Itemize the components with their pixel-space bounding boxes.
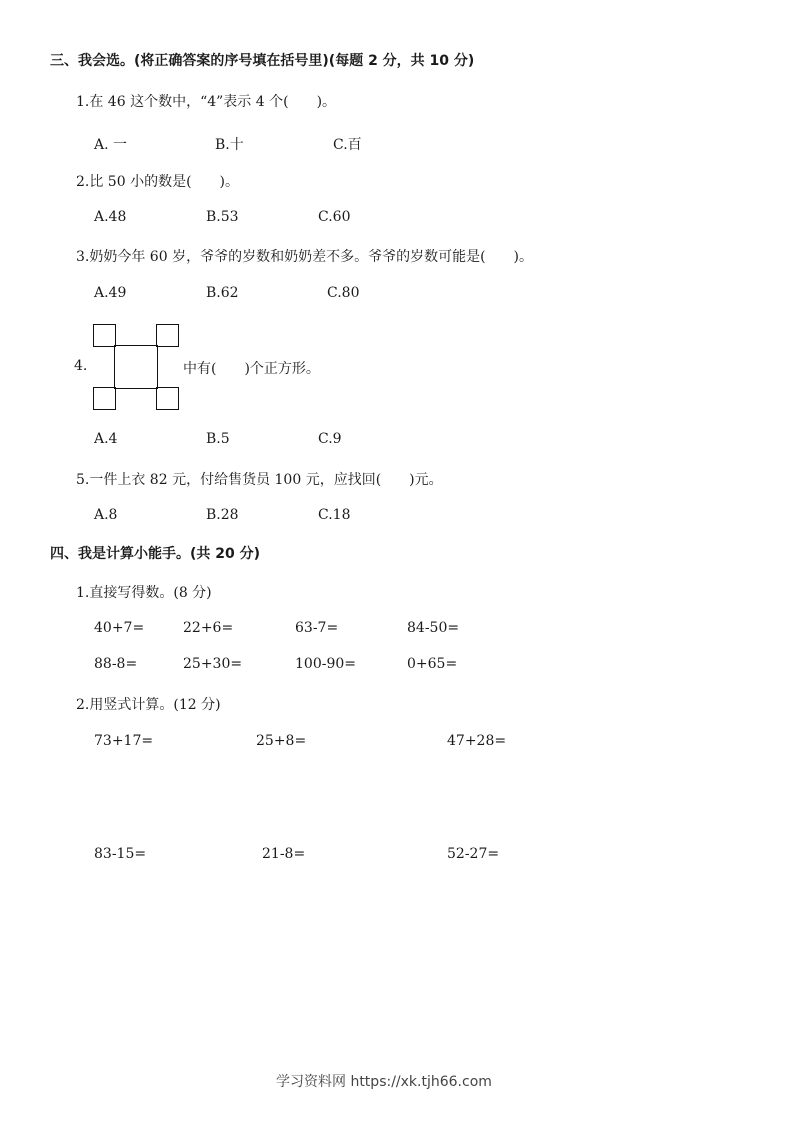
question-3-text: 3.奶奶今年 60 岁，爷爷的岁数和奶奶差不多。爷爷的岁数可能是( )。 xyxy=(76,249,533,265)
q2-option-a: A.48 xyxy=(94,209,127,225)
mental-math-item: 100-90= xyxy=(295,656,356,672)
mental-math-item: 88-8= xyxy=(94,656,138,672)
q1-option-c: C.百 xyxy=(333,137,362,153)
question-4-text: 中有( )个正方形。 xyxy=(183,361,320,377)
corner-square-top-right xyxy=(156,324,179,347)
vertical-calc-item: 73+17= xyxy=(94,733,154,749)
q2-option-b: B.53 xyxy=(206,209,239,225)
part-1-title: 1.直接写得数。(8 分) xyxy=(76,585,212,601)
section-3-title: 三、我会选。(将正确答案的序号填在括号里)(每题 2 分，共 10 分) xyxy=(50,53,475,69)
mental-math-item: 40+7= xyxy=(94,620,145,636)
q3-option-b: B.62 xyxy=(206,285,239,301)
q4-option-b: B.5 xyxy=(206,431,230,447)
q3-option-c: C.80 xyxy=(327,285,360,301)
vertical-calc-item: 21-8= xyxy=(262,846,306,862)
part-2-title: 2.用竖式计算。(12 分) xyxy=(76,697,221,713)
section-4-title: 四、我是计算小能手。(共 20 分) xyxy=(50,546,261,562)
corner-square-bottom-right xyxy=(156,387,179,410)
q2-option-c: C.60 xyxy=(318,209,351,225)
q1-option-a: A. 一 xyxy=(94,137,128,153)
q3-option-a: A.49 xyxy=(94,285,127,301)
vertical-calc-item: 25+8= xyxy=(256,733,307,749)
q5-option-a: A.8 xyxy=(94,507,118,523)
q5-option-c: C.18 xyxy=(318,507,351,523)
question-5-text: 5.一件上衣 82 元，付给售货员 100 元，应找回( )元。 xyxy=(76,472,443,488)
footer-watermark: 学习资料网 https://xk.tjh66.com xyxy=(276,1074,492,1090)
mental-math-item: 25+30= xyxy=(183,656,243,672)
q4-option-c: C.9 xyxy=(318,431,342,447)
mental-math-item: 22+6= xyxy=(183,620,234,636)
corner-square-top-left xyxy=(93,324,116,347)
mental-math-item: 63-7= xyxy=(295,620,339,636)
mental-math-item: 84-50= xyxy=(407,620,460,636)
q5-option-b: B.28 xyxy=(206,507,239,523)
vertical-calc-item: 83-15= xyxy=(94,846,147,862)
q4-option-a: A.4 xyxy=(94,431,118,447)
mental-math-item: 0+65= xyxy=(407,656,458,672)
corner-square-bottom-left xyxy=(93,387,116,410)
question-1-text: 1.在 46 这个数中，“4”表示 4 个( )。 xyxy=(76,94,337,110)
vertical-calc-item: 52-27= xyxy=(447,846,500,862)
center-square xyxy=(114,345,158,389)
q1-option-b: B.十 xyxy=(215,137,244,153)
question-2-text: 2.比 50 小的数是( )。 xyxy=(76,174,239,190)
squares-figure xyxy=(93,324,179,410)
vertical-calc-item: 47+28= xyxy=(447,733,507,749)
question-4-number: 4. xyxy=(74,358,88,374)
